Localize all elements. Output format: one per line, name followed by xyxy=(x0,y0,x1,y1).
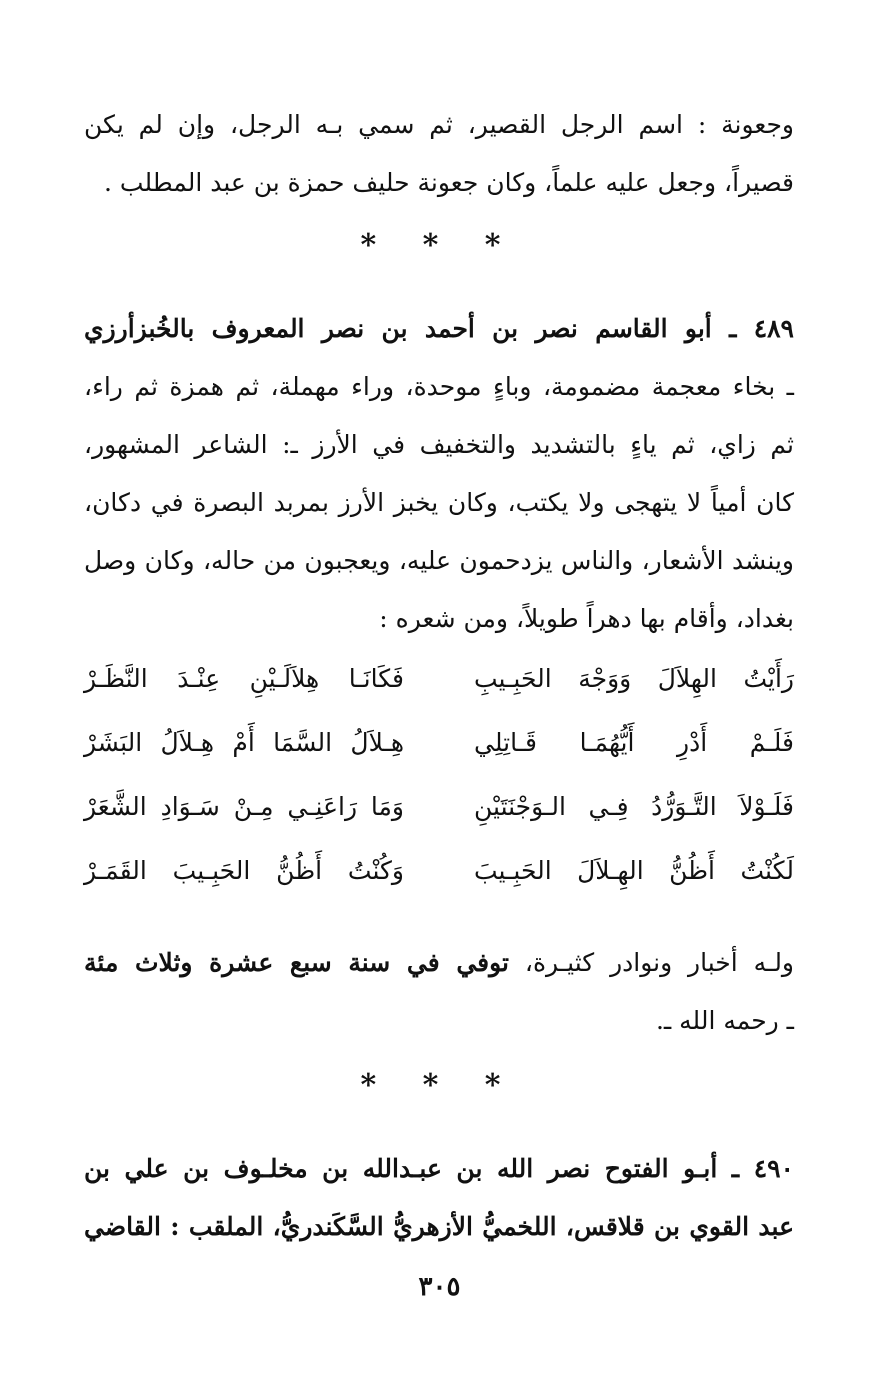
text-line: ثم زاي، ثم ياءٍ بالتشديد والتخفيف في الأرز ـ: الشاعر المشهور، xyxy=(84,430,794,459)
verse-row xyxy=(84,856,794,916)
text-line: ـ بخاء معجمة مضمومة، وباءٍ موحدة، وراء مهملة، ثم همزة ثم راء، xyxy=(84,372,794,401)
entry-489-closing xyxy=(84,934,794,1050)
entry-heading: ٤٩٠ ـ أبـو الفتوح نصر الله بن عبـدالله بن مخلـوف بن علي بن xyxy=(84,1154,794,1183)
text-line: وينشد الأشعار، والناس يزدحمون عليه، ويعجبون من حاله، وكان وصل xyxy=(84,546,794,575)
entry-heading: عبد القوي بن قلاقس، اللخميُّ الأزهريُّ السَّكَندريُّ، الملقب : القاضي xyxy=(84,1212,794,1241)
verse-first-hemistich: فَلَـمْ أَدْرِ أَيُّهُمَـا قَـاتِلِي xyxy=(474,728,794,757)
text-line: بغداد، وأقام بها دهراً طويلاً، ومن شعره : xyxy=(379,604,794,633)
text-line: كان أمياً لا يتهجى ولا يكتب، وكان يخبز الأرز بمربد البصرة في دكان، xyxy=(84,488,794,517)
entry-heading: ٤٨٩ ـ أبو القاسم نصر بن أحمد بن نصر المعروف بالخُبزأرزي xyxy=(84,314,794,343)
closing-line: ـ رحمه الله ـ. xyxy=(655,1006,794,1035)
verse-row xyxy=(84,664,794,724)
closing-normal-text: ولـه أخبار ونوادر كثيـرة، xyxy=(509,948,795,977)
intro-paragraph xyxy=(84,96,794,212)
verse-second-hemistich: وَمَا رَاعَنِـي مِـنْ سَـوَادِ الشَّعَرْ xyxy=(84,792,404,821)
section-separator: * * * xyxy=(360,228,519,263)
verse-first-hemistich: فَلَـوْلاَ التَّـوَرُّدُ فِـي الـوَجْنَتَيْنِ xyxy=(474,792,794,821)
page-number: ٣٠٥ xyxy=(418,1272,461,1302)
verse-row xyxy=(84,728,794,788)
verse-second-hemistich: فَكَانَـا هِلاَلَـيْنِ عِنْـدَ النَّظَـرْ xyxy=(84,664,404,693)
verse-first-hemistich: لَكُنْتُ أَظُنُّ الهِـلاَلَ الحَبِـيبَ xyxy=(474,856,794,885)
verse-second-hemistich: هِـلاَلُ السَّمَا أَمْ هِـلاَلُ البَشَرْ xyxy=(84,728,404,757)
verse-row xyxy=(84,792,794,852)
text-line: وجعونة : اسم الرجل القصير، ثم سمي بـه الرجل، وإن لم يكن xyxy=(84,110,794,139)
section-separator: * * * xyxy=(360,1068,519,1103)
text-line: قصيراً، وجعل عليه علماً، وكان جعونة حليف حمزة بن عبد المطلب . xyxy=(104,168,794,197)
entry-489 xyxy=(84,300,794,648)
verse-first-hemistich: رَأَيْتُ الهِلاَلَ وَوَجْهَ الحَبِـيبِ xyxy=(474,664,794,693)
closing-line xyxy=(84,934,794,992)
entry-490 xyxy=(84,1140,794,1256)
verse-second-hemistich: وَكُنْتُ أَظُنُّ الحَبِـيبَ القَمَـرْ xyxy=(84,856,404,885)
death-date-text: توفي في سنة سبع عشرة وثلاث مئة xyxy=(84,948,509,977)
